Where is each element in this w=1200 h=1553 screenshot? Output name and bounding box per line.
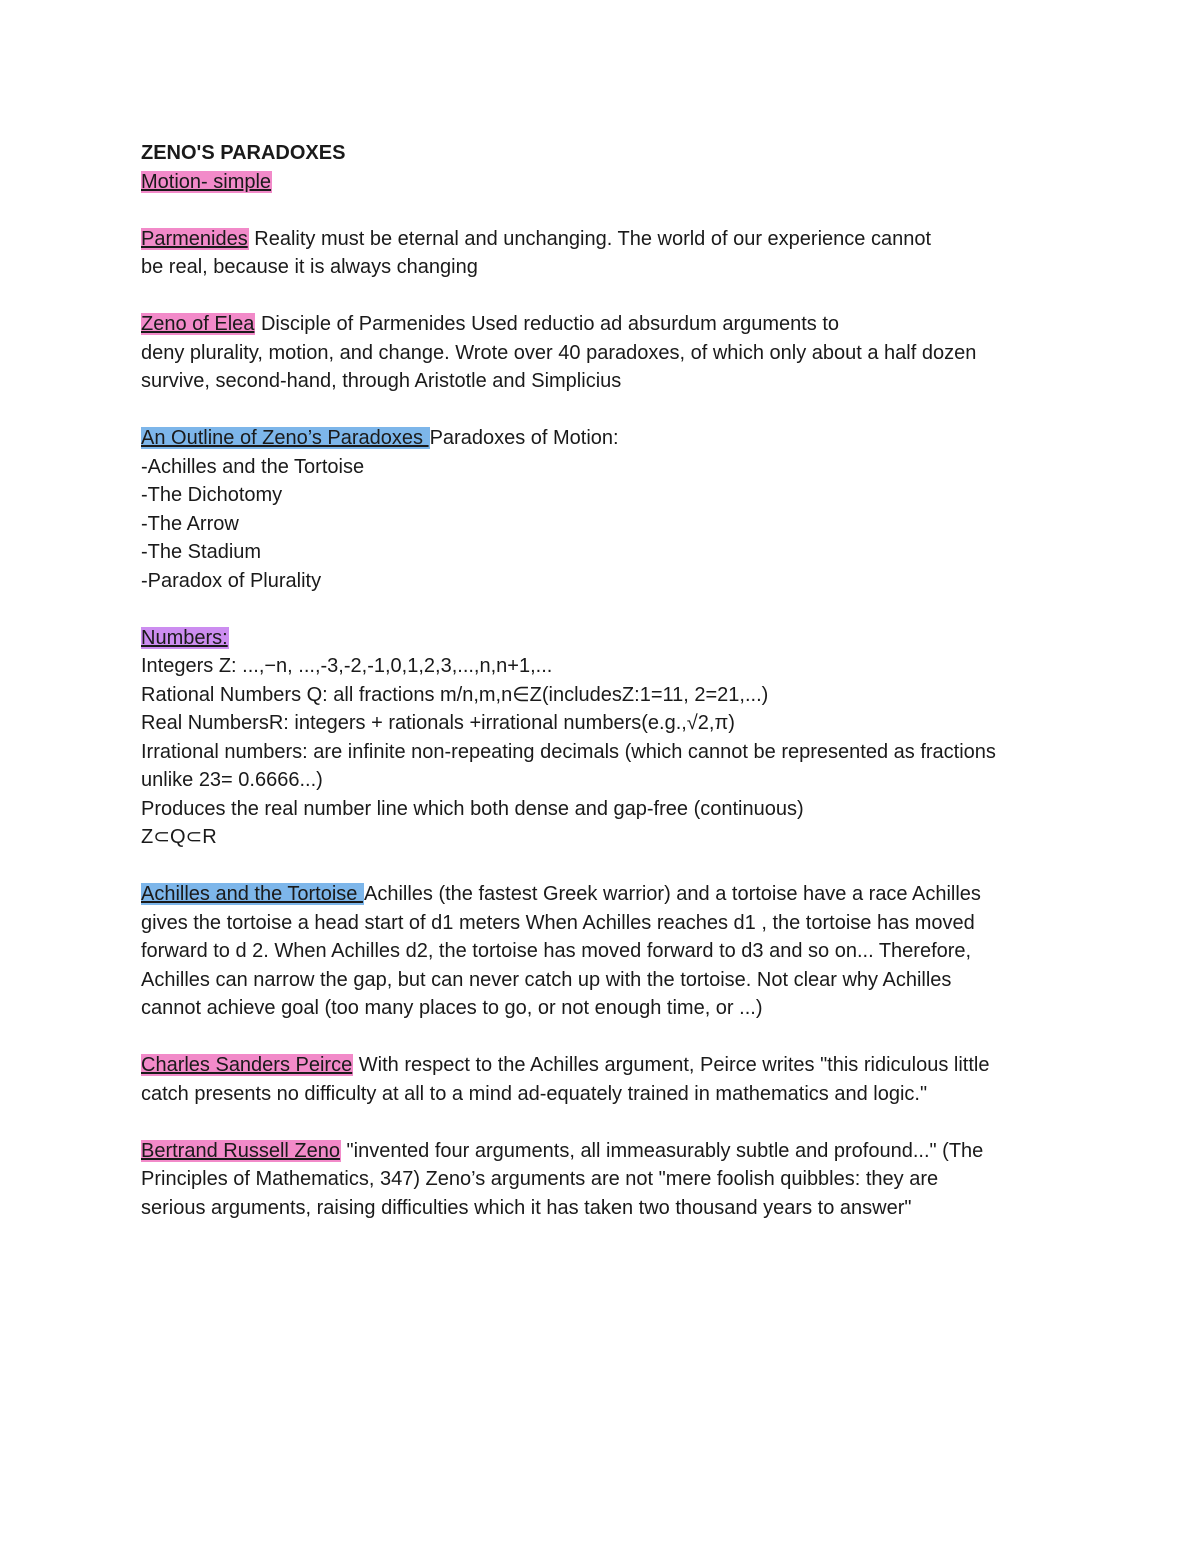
zeno-term: Zeno of Elea xyxy=(141,313,255,335)
numbers-line: Integers Z: ...,−n, ...,-3,-2,-1,0,1,2,3,...,n,n+1,... xyxy=(141,655,553,677)
parmenides-line-1: Parmenides Reality must be eternal and unchanging. The world of our experience cannot xyxy=(141,227,931,250)
spacer xyxy=(141,1108,1076,1137)
achilles-line-1: Achilles and the Tortoise Achilles (the fastest Greek warrior) and a tortoise have a race Achilles xyxy=(141,883,981,905)
russell-paragraph xyxy=(141,1137,1076,1223)
russell-line-2: Principles of Mathematics, 347) Zeno’s arguments are not "mere foolish quibbles: they are xyxy=(141,1168,939,1190)
numbers-paragraph xyxy=(141,624,1076,852)
list-item: -Achilles and the Tortoise xyxy=(141,455,365,478)
achilles-term: Achilles and the Tortoise xyxy=(141,883,363,905)
peirce-paragraph xyxy=(141,1051,1076,1108)
outline-term: An Outline of Zeno’s Paradoxes xyxy=(141,427,429,449)
spacer xyxy=(141,196,1076,225)
achilles-paragraph xyxy=(141,880,1076,1023)
achilles-line: Achilles can narrow the gap, but can never catch up with the tortoise. Not clear why Achilles xyxy=(141,968,952,991)
list-item: -The Arrow xyxy=(141,512,239,535)
zeno-line-1: Zeno of Elea Disciple of Parmenides Used reductio ad absurdum arguments to xyxy=(141,313,840,335)
document-body xyxy=(141,139,1076,1222)
spacer xyxy=(141,852,1076,881)
russell-line-1: Bertrand Russell Zeno "invented four arguments, all immeasurably subtle and profound..." (The xyxy=(141,1139,984,1162)
list-item: -The Dichotomy xyxy=(141,484,283,506)
parmenides-line-2: be real, because it is always changing xyxy=(141,256,478,278)
numbers-line: Produces the real number line which both dense and gap-free (continuous) xyxy=(141,797,804,820)
spacer xyxy=(141,595,1076,624)
numbers-term: Numbers: xyxy=(141,626,228,649)
achilles-line: cannot achieve goal (too many places to go, or not enough time, or ...) xyxy=(141,997,763,1019)
russell-line-3: serious arguments, raising difficulties which it has taken two thousand years to answer" xyxy=(141,1196,912,1219)
spacer xyxy=(141,282,1076,311)
spacer xyxy=(141,1023,1076,1052)
peirce-line-2: catch presents no difficulty at all to a mind ad-equately trained in mathematics and logic." xyxy=(141,1082,928,1105)
outline-paragraph xyxy=(141,424,1076,595)
numbers-line: unlike 23= 0.6666...) xyxy=(141,769,323,791)
peirce-term: Charles Sanders Peirce xyxy=(141,1054,353,1076)
list-item: -Paradox of Plurality xyxy=(141,569,322,592)
achilles-line: gives the tortoise a head start of d1 meters When Achilles reaches d1 , the tortoise has moved xyxy=(141,911,975,934)
numbers-line: Rational Numbers Q: all fractions m/n,m,n∈Z(includesZ:1=11, 2=21,...) xyxy=(141,683,769,706)
numbers-heading-line xyxy=(141,624,1076,653)
list-item: -The Stadium xyxy=(141,541,262,563)
parmenides-paragraph xyxy=(141,225,1076,282)
numbers-line: Irrational numbers: are infinite non-repeating decimals (which cannot be represented as fractions xyxy=(141,740,996,763)
zeno-line-2: deny plurality, motion, and change. Wrote over 40 paradoxes, of which only about a half dozen xyxy=(141,341,977,364)
russell-term: Bertrand Russell Zeno xyxy=(141,1139,340,1162)
parmenides-term: Parmenides xyxy=(141,227,248,250)
peirce-line-1: Charles Sanders Peirce With respect to the Achilles argument, Peirce writes "this ridiculous little xyxy=(141,1054,990,1076)
subtitle-line xyxy=(141,168,1076,197)
numbers-line: Real NumbersR: integers + rationals +irrational numbers(e.g.,√2,π) xyxy=(141,712,735,734)
zeno-line-3: survive, second-hand, through Aristotle and Simplicius xyxy=(141,370,622,392)
subtitle-highlight: Motion- simple xyxy=(141,170,272,193)
numbers-line: Z⊂Q⊂R xyxy=(141,826,217,848)
outline-line-1: An Outline of Zeno’s Paradoxes Paradoxes of Motion: xyxy=(141,427,619,449)
spacer xyxy=(141,396,1076,425)
achilles-line: forward to d 2. When Achilles d2, the tortoise has moved forward to d3 and so on... Therefore, xyxy=(141,940,972,962)
document-title: ZENO'S PARADOXES xyxy=(141,142,346,164)
zeno-paragraph xyxy=(141,310,1076,396)
